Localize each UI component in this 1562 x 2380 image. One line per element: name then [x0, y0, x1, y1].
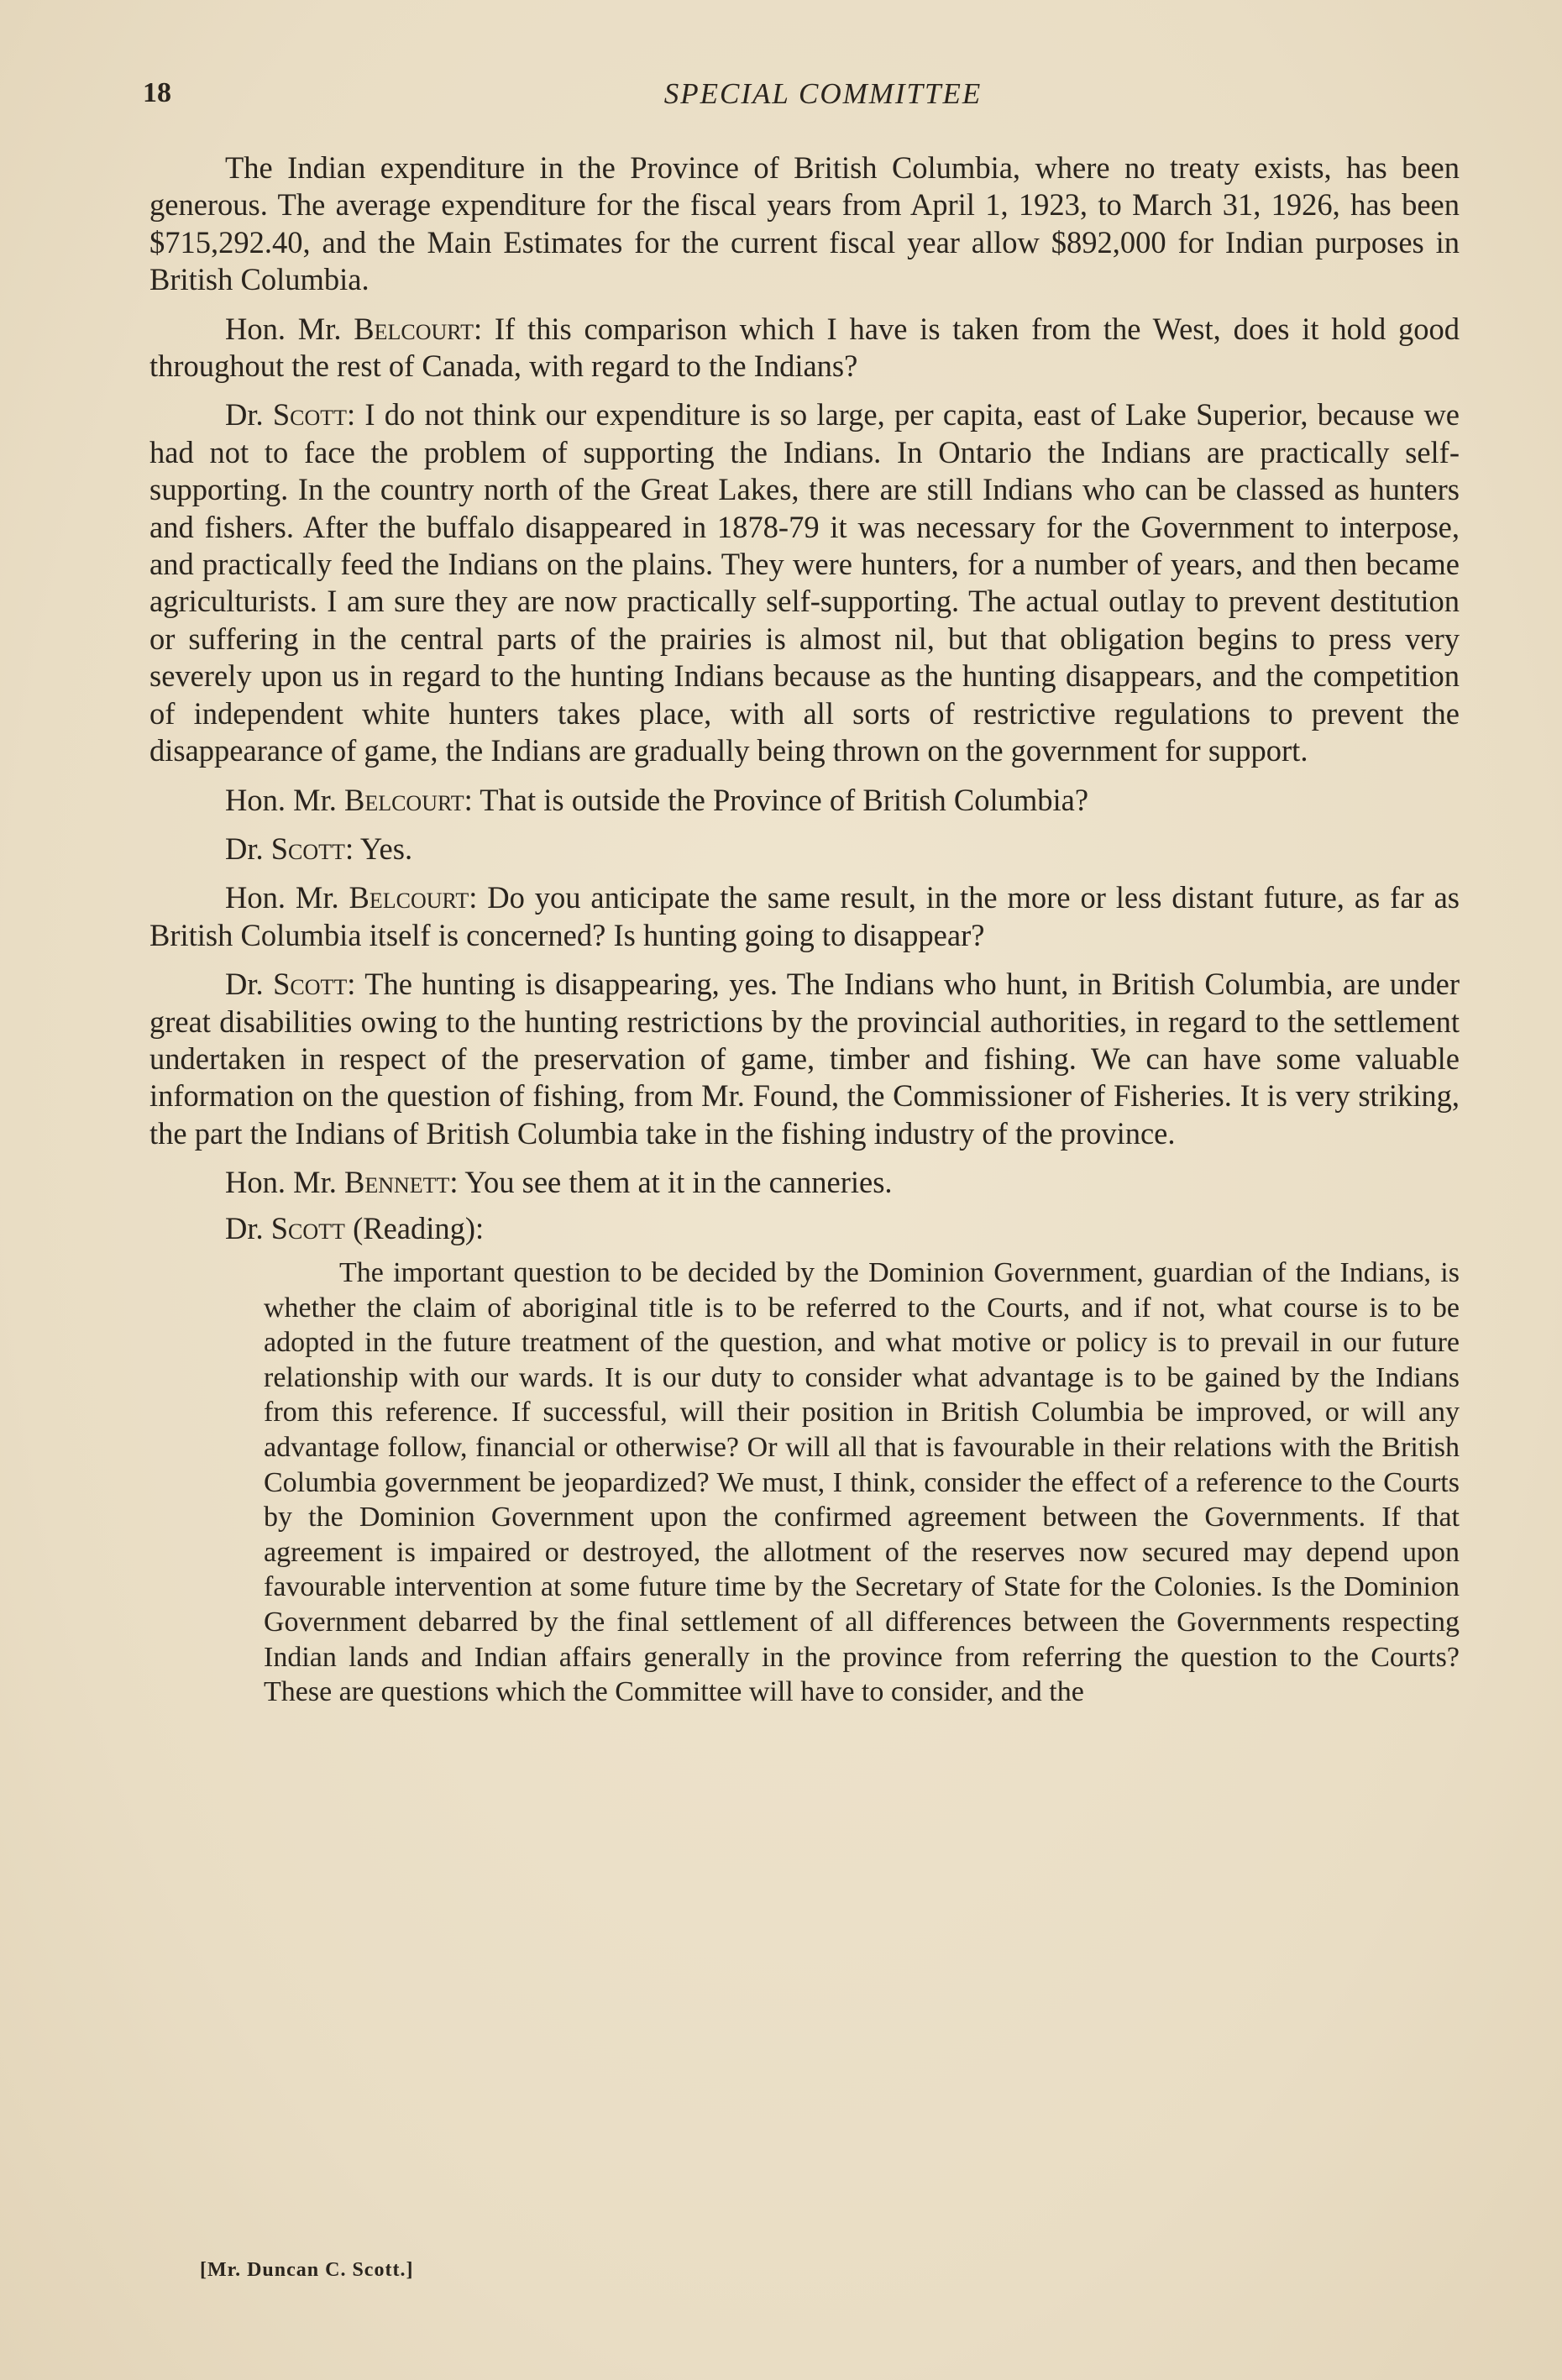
paragraph: [149, 966, 1460, 1152]
running-head: SPECIAL COMMITTEE: [663, 77, 983, 110]
speaker-name: Scott: [273, 967, 348, 1002]
speaker-prefix: Hon. Mr.: [225, 880, 349, 915]
speaker-prefix: Hon. Mr.: [225, 311, 354, 346]
speaker-name: Scott: [270, 1210, 345, 1245]
paragraph-text: : Do you anticipate the same result, in the more or less distant future, as far as British Columbia itself is concerned? Is hunting going to disappear?: [149, 880, 1460, 952]
speaker-prefix: Hon. Mr.: [225, 782, 344, 817]
speaker-name: Scott: [270, 831, 345, 866]
paragraph-text: : You see them at it in the canneries.: [449, 1165, 893, 1200]
speaker-prefix: Dr.: [225, 831, 271, 866]
paragraph: [149, 1164, 1460, 1201]
speaker-name: Bennett: [343, 1165, 450, 1200]
paragraph: [149, 831, 1460, 868]
paragraph-text: : That is outside the Province of British Columbia?: [464, 782, 1089, 817]
paragraph-text: (Reading):: [344, 1210, 485, 1245]
paragraph-text: : I do not think our expenditure is so large, per capita, east of Lake Superior, because we had not to face the problem of supporting the Indians. In Ontario the Indians are practically self-supporting. In the country north of the Great Lakes, there are still Indians who can be classed as hunters and fishers. After the buffalo disappeared in 1878-79 it was necessary for the Government to interpose, and practically feed the Indians on the plains. They were hunters, for a number of years, and then became agriculturists. I am sure they are now practically self-supporting. The actual outlay to prevent destitution or suffering in the central parts of the prairies is almost nil, but that obligation begins to press very severely upon us in regard to the hunting Indians because as the hunting disappears, and the competition of independent white hunters takes place, with all sorts of restrictive regulations to prevent the disappearance of game, the Indians are gradually being thrown on the government for support.: [149, 397, 1460, 768]
paragraph: [149, 1210, 1460, 1247]
paragraph: [149, 879, 1460, 954]
page-body: [149, 149, 1460, 1710]
paragraph: [149, 782, 1460, 819]
paragraph-text: The Indian expenditure in the Province of British Columbia, where no treaty exists, has been generous. The average expenditure for the fiscal years from April 1, 1923, to March 31, 1926, has been $715,292.40, and the Main Estimates for the current fiscal year allow $892,000 for Indian purposes in British Columbia.: [149, 150, 1460, 297]
paragraph-text: : The hunting is disappearing, yes. The Indians who hunt, in British Columbia, are under great disabilities owing to the hunting restrictions by the provincial authorities, in regard to the settlement undertaken in respect of the preservation of game, timber and fishing. We can have some valuable information on the question of fishing, from Mr. Found, the Commissioner of Fisheries. It is very striking, the part the Indians of British Columbia take in the fishing industry of the province.: [149, 967, 1460, 1151]
speaker-prefix: Dr.: [225, 967, 274, 1002]
speaker-prefix: Dr.: [225, 1210, 271, 1245]
footer-credit: [Mr. Duncan C. Scott.]: [200, 2259, 414, 2281]
paragraph: [149, 149, 1460, 299]
speaker-name: Belcourt: [349, 880, 469, 915]
paragraph-text: : Yes.: [344, 831, 413, 866]
page-number: 18: [143, 77, 171, 108]
speaker-name: Belcourt: [343, 782, 464, 817]
paragraph: [149, 311, 1460, 385]
speaker-prefix: Hon. Mr.: [225, 1165, 344, 1200]
speaker-prefix: Dr.: [225, 397, 273, 432]
speaker-name: Scott: [272, 397, 348, 432]
page-header: [143, 77, 1453, 119]
paragraph-text: : If this comparison which I have is taken from the West, does it hold good throughout the rest of Canada, with regard to the Indians?: [149, 311, 1460, 384]
paragraph: [149, 396, 1460, 769]
block-quote: The important question to be decided by the Dominion Government, guardian of the Indians, is whether the claim of aboriginal title is to be referred to the Courts, and if not, what course is to be adopted in the future treatment of the question, and what motive or policy is to prevail in our future relationship with our wards. It is our duty to consider what advantage is to be gained by the Indians from this reference. If successful, will their position in British Columbia be improved, or will any advantage follow, financial or otherwise? Or will all that is favourable in their relations with the British Columbia government be jeopardized? We must, I think, consider the effect of a reference to the Courts by the Dominion Government upon the confirmed agreement between the Governments. If that agreement is impaired or destroyed, the allotment of the reserves now secured may depend upon favourable intervention at some future time by the Secretary of State for the Colonies. Is the Dominion Government debarred by the final settlement of all differences between the Governments respecting Indian lands and Indian affairs generally in the province from referring the question to the Courts? These are questions which the Committee will have to consider, and the: [264, 1256, 1460, 1708]
speaker-name: Belcourt: [354, 311, 474, 346]
